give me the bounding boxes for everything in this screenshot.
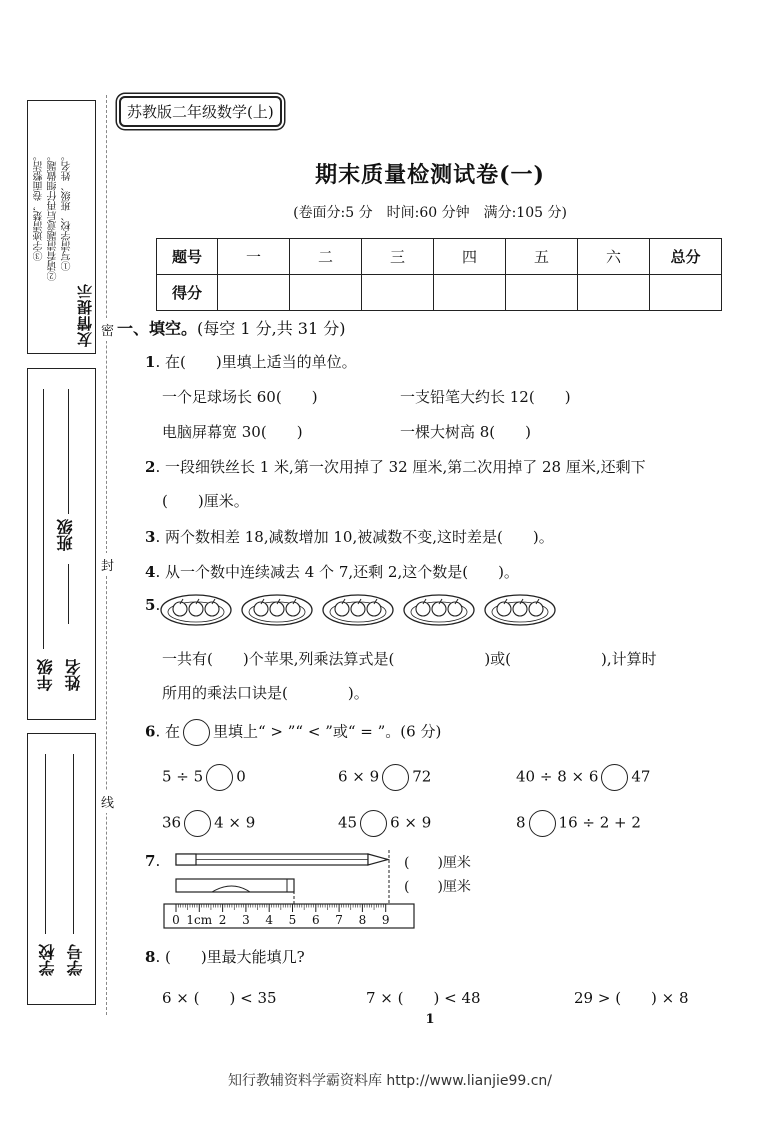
class-field-line[interactable] bbox=[68, 389, 69, 514]
seal-feng: 封 bbox=[101, 553, 114, 576]
apple-plate-icon bbox=[323, 595, 393, 625]
tips-label: 友情提示 bbox=[76, 283, 94, 347]
page-subtitle: (卷面分:5 分 时间:60 分钟 满分:105 分) bbox=[293, 205, 567, 221]
score-cell[interactable] bbox=[578, 275, 650, 311]
q6-text-after: 里填上“ > ”“ < ”或“ = ”。(6 分) bbox=[212, 722, 442, 741]
score-cell[interactable] bbox=[650, 275, 722, 311]
ruler-icon bbox=[164, 904, 414, 928]
tip-3: ③字迹清楚，卷面整洁。 bbox=[34, 151, 45, 261]
apple-plate-icon bbox=[242, 595, 312, 625]
score-table-col: 四 bbox=[434, 239, 506, 275]
q6-item-1 bbox=[162, 764, 246, 791]
q5-text-2[interactable]: 所用的乘法口诀是( )。 bbox=[162, 684, 369, 702]
ruler-label: 4 bbox=[265, 913, 274, 927]
page-number: 1 bbox=[425, 1012, 435, 1027]
score-table-col: 二 bbox=[290, 239, 362, 275]
q4-number: 4 bbox=[145, 563, 156, 581]
score-table-header-row bbox=[157, 239, 722, 275]
score-cell[interactable] bbox=[506, 275, 578, 311]
q3-number: 3 bbox=[145, 528, 156, 546]
q6-left: 36 bbox=[162, 813, 182, 832]
apple-icon bbox=[205, 602, 219, 616]
ruler-label: 3 bbox=[242, 913, 250, 927]
score-cell[interactable] bbox=[362, 275, 434, 311]
apple-icon bbox=[448, 602, 462, 616]
apple-icon bbox=[432, 602, 446, 616]
compare-circle[interactable] bbox=[382, 764, 409, 791]
apple-icon bbox=[254, 602, 268, 616]
ruler-label: 1cm bbox=[186, 913, 213, 927]
q5-number-line: 5. bbox=[145, 596, 161, 614]
score-table-label-score: 得分 bbox=[157, 275, 218, 311]
q6-item-4 bbox=[162, 810, 255, 837]
apple-icon bbox=[189, 602, 203, 616]
q3-text: . 两个数相差 18,减数增加 10,被减数不变,这时差是( )。 bbox=[155, 528, 554, 546]
q4-stem[interactable] bbox=[145, 561, 519, 582]
q8-text: . ( )里最大能填几? bbox=[155, 948, 305, 966]
school-field-line[interactable] bbox=[45, 754, 46, 934]
apple-icon bbox=[529, 602, 543, 616]
q6-item-2 bbox=[338, 764, 431, 791]
q6-right: 16 ÷ 2 + 2 bbox=[558, 813, 641, 832]
compare-circle[interactable] bbox=[360, 810, 387, 837]
school-id-box bbox=[27, 733, 96, 1005]
school-label: 学校 bbox=[38, 944, 57, 976]
q6-item-3 bbox=[516, 764, 650, 791]
q7-number: 7 bbox=[145, 852, 156, 870]
q2-number: 2 bbox=[145, 458, 156, 476]
seal-xian: 线 bbox=[101, 790, 114, 813]
apple-icon bbox=[335, 602, 349, 616]
q2-answer[interactable]: ( )厘米。 bbox=[162, 492, 249, 510]
score-table-label-question: 题号 bbox=[157, 239, 218, 275]
q6-left: 45 bbox=[338, 813, 358, 832]
q8-number: 8 bbox=[145, 948, 156, 966]
q6-number: 6 bbox=[145, 722, 156, 741]
apple-icon bbox=[173, 602, 187, 616]
q6-right: 6 × 9 bbox=[390, 813, 432, 832]
q6-item-5 bbox=[338, 810, 431, 837]
score-table bbox=[156, 238, 722, 311]
q8-item-1[interactable]: 6 × ( ) < 35 bbox=[162, 989, 277, 1007]
q6-right: 72 bbox=[412, 767, 432, 786]
score-cell[interactable] bbox=[434, 275, 506, 311]
q6-item-6 bbox=[516, 810, 641, 837]
name-label: 姓名 bbox=[64, 659, 83, 691]
q5-number: 5 bbox=[145, 596, 156, 614]
q2-text: . 一段细铁丝长 1 米,第一次用掉了 32 厘米,第二次用掉了 28 厘米,还剩下 bbox=[155, 458, 646, 476]
grade-label: 年级 bbox=[36, 659, 55, 691]
compare-circle[interactable] bbox=[529, 810, 556, 837]
q1-item-d[interactable]: 一棵大树高 8( ) bbox=[400, 423, 532, 441]
q1-item-b[interactable]: 一支铅笔大约长 12( ) bbox=[400, 388, 571, 406]
q5-text[interactable]: 一共有( )个苹果,列乘法算式是( )或( ),计算时 bbox=[162, 650, 657, 668]
apple-icon bbox=[497, 602, 511, 616]
q1-number: 1 bbox=[145, 353, 156, 371]
footer-watermark: 知行教辅资料学霸资料库 http://www.lianjie99.cn/ bbox=[227, 1073, 553, 1089]
q1-stem bbox=[145, 351, 357, 372]
q6-left: 5 ÷ 5 bbox=[162, 767, 204, 786]
q6-left: 6 × 9 bbox=[338, 767, 380, 786]
apple-plate-icon bbox=[404, 595, 474, 625]
tips-box bbox=[27, 100, 96, 354]
score-cell[interactable] bbox=[290, 275, 362, 311]
q3-stem[interactable] bbox=[145, 526, 554, 547]
q5-apple-plates bbox=[160, 590, 560, 630]
section1-heading: 一、填空。 bbox=[117, 319, 198, 338]
q8-stem bbox=[145, 946, 305, 967]
grade-field-line[interactable] bbox=[43, 389, 44, 649]
apple-plate-icon bbox=[161, 595, 231, 625]
q6-text-before: . 在 bbox=[155, 722, 180, 741]
q2-stem bbox=[145, 456, 646, 477]
class-field-line-2[interactable] bbox=[68, 564, 69, 624]
ruler-label: 2 bbox=[218, 913, 227, 927]
pencil-icon bbox=[176, 854, 388, 865]
q1-item-a[interactable]: 一个足球场长 60( ) bbox=[162, 388, 318, 406]
apple-icon bbox=[513, 602, 527, 616]
ruler-label: 8 bbox=[358, 913, 367, 927]
compare-circle[interactable] bbox=[184, 810, 211, 837]
seal-mi: 密 bbox=[101, 318, 114, 341]
q1-text: . 在( )里填上适当的单位。 bbox=[155, 353, 357, 371]
circle-icon bbox=[183, 719, 210, 746]
q6-left: 40 ÷ 8 × 6 bbox=[516, 767, 599, 786]
id-label: 学号 bbox=[66, 944, 85, 976]
compare-circle[interactable] bbox=[601, 764, 628, 791]
compare-circle[interactable] bbox=[206, 764, 233, 791]
eraser-icon bbox=[176, 879, 294, 892]
score-table-col: 三 bbox=[362, 239, 434, 275]
ruler-label: 5 bbox=[288, 913, 297, 927]
ruler-label: 7 bbox=[335, 913, 343, 927]
q8-item-2[interactable]: 7 × ( ) < 48 bbox=[366, 989, 481, 1007]
section1-title bbox=[117, 316, 345, 339]
apple-icon bbox=[270, 602, 284, 616]
edition-badge: 苏教版二年级数学(上) bbox=[119, 96, 282, 127]
apple-icon bbox=[286, 602, 300, 616]
class-name-box bbox=[27, 368, 96, 720]
id-field-line[interactable] bbox=[73, 754, 74, 934]
q7-number-line: 7. bbox=[145, 852, 161, 870]
q6-stem bbox=[145, 719, 441, 746]
apple-plate-icon bbox=[485, 595, 555, 625]
section1-note: (每空 1 分,共 31 分) bbox=[197, 319, 346, 338]
page-title: 期末质量检测试卷(一) bbox=[315, 162, 545, 188]
score-table-col: 六 bbox=[578, 239, 650, 275]
class-label: 班级 bbox=[56, 519, 75, 551]
tip-2: ②请看清题意后再仔细做题。 bbox=[48, 151, 59, 281]
score-table-col: 一 bbox=[218, 239, 290, 275]
q6-right: 47 bbox=[631, 767, 651, 786]
ruler-label: 0 bbox=[172, 913, 180, 927]
apple-icon bbox=[351, 602, 365, 616]
q1-item-c[interactable]: 电脑屏幕宽 30( ) bbox=[162, 423, 303, 441]
ruler-label: 6 bbox=[311, 913, 320, 927]
score-table-score-row bbox=[157, 275, 722, 311]
apple-icon bbox=[416, 602, 430, 616]
q6-right: 4 × 9 bbox=[214, 813, 256, 832]
score-table-col: 五 bbox=[506, 239, 578, 275]
ruler-label: 9 bbox=[381, 913, 390, 927]
apple-icon bbox=[367, 602, 381, 616]
q4-text: . 从一个数中连续减去 4 个 7,还剩 2,这个数是( )。 bbox=[155, 563, 519, 581]
tip-1: ①写清学校、班级、姓名。 bbox=[62, 151, 73, 271]
score-table-col: 总分 bbox=[650, 239, 722, 275]
q6-right: 0 bbox=[236, 767, 246, 786]
q7-answer-1[interactable]: ( )厘米 bbox=[404, 855, 471, 871]
score-cell[interactable] bbox=[218, 275, 290, 311]
q7-ruler-figure bbox=[160, 846, 420, 936]
q8-item-3[interactable]: 29 > ( ) × 8 bbox=[574, 989, 689, 1007]
q6-left: 8 bbox=[516, 813, 526, 832]
q7-answer-2[interactable]: ( )厘米 bbox=[404, 879, 471, 895]
